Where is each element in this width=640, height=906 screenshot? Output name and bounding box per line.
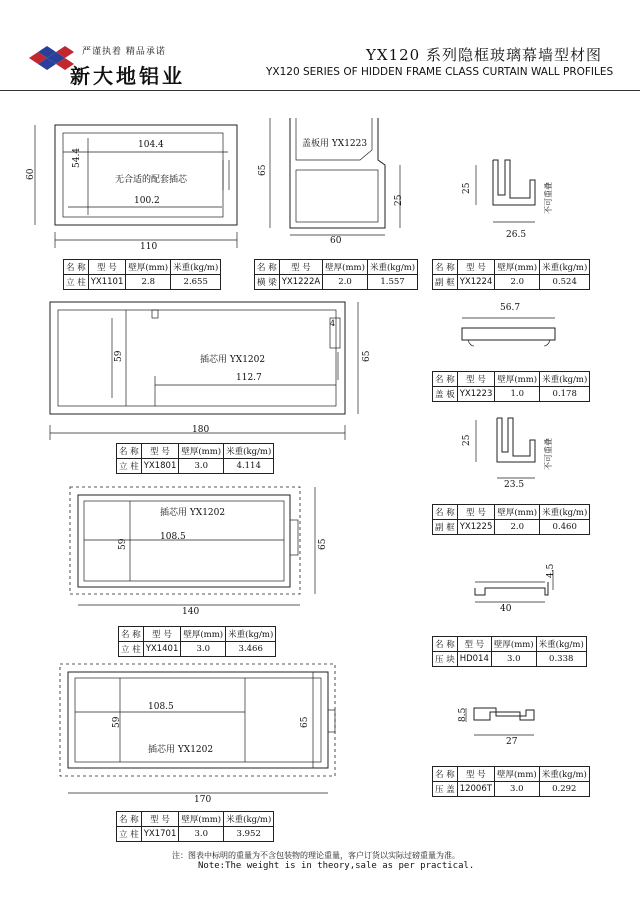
table-cell: YX1101: [88, 275, 126, 290]
table-header: 名 称: [433, 767, 458, 782]
spec-table-yx1101: [63, 259, 221, 290]
table-header: 型 号: [457, 260, 495, 275]
table-cell: 3.0: [494, 782, 539, 797]
dim-label: 25: [394, 194, 404, 206]
dim-label: 108.5: [148, 702, 174, 712]
profile-note: 盖板用 YX1223: [302, 139, 368, 149]
table-header: 名 称: [255, 260, 280, 275]
table-header: 米重(kg/m): [539, 767, 589, 782]
spec-table-yx1225: [432, 504, 590, 535]
profile-yx1225-drawing: [476, 418, 535, 478]
company-slogan: 严谨执着 精品承诺: [82, 47, 166, 57]
table-cell: 2.0: [495, 275, 540, 290]
spec-table-yx1401: [118, 626, 276, 657]
table-cell: 压 盖: [433, 782, 458, 797]
dim-label: 65: [258, 164, 268, 176]
table-header: 壁厚(mm): [495, 372, 540, 387]
profile-note: 不可重叠: [544, 438, 553, 470]
table-cell: 横 梁: [255, 275, 280, 290]
dim-label: 56.7: [500, 303, 521, 313]
dim-label: 54.4: [72, 147, 82, 168]
profile-note: 插芯用 YX1202: [200, 355, 266, 365]
dim-label: 60: [330, 236, 342, 246]
spec-table-12006t: [432, 766, 590, 797]
dim-label: 104.4: [138, 140, 164, 150]
table-cell: 0.524: [540, 275, 590, 290]
spec-table-yx1801: [116, 443, 274, 474]
table-header: 米重(kg/m): [367, 260, 417, 275]
table-cell: 2.0: [323, 275, 368, 290]
table-header: 型 号: [141, 812, 179, 827]
table-header: 名 称: [433, 260, 458, 275]
table-header: 米重(kg/m): [540, 372, 590, 387]
table-cell: 2.8: [126, 275, 171, 290]
dim-label: 27: [506, 737, 518, 747]
table-header: 型 号: [141, 444, 179, 459]
dim-label: 59: [114, 350, 124, 362]
table-header: 名 称: [117, 812, 142, 827]
profile-yx1101-drawing: [35, 125, 237, 248]
table-cell: 盖 板: [433, 387, 458, 402]
table-cell: 立 柱: [64, 275, 89, 290]
table-cell: 1.557: [367, 275, 417, 290]
dim-label: 25: [462, 182, 472, 194]
dim-label: 112.7: [236, 373, 262, 383]
table-header: 壁厚(mm): [491, 637, 536, 652]
table-cell: 1.0: [495, 387, 540, 402]
dim-label: 4.5: [546, 563, 556, 578]
table-header: 型 号: [279, 260, 322, 275]
table-header: 壁厚(mm): [494, 767, 539, 782]
dim-label: 59: [112, 716, 122, 728]
table-cell: 0.292: [539, 782, 589, 797]
table-header: 名 称: [119, 627, 144, 642]
table-header: 壁厚(mm): [495, 260, 540, 275]
company-logo-mark: [29, 46, 74, 70]
profile-note: 插芯用 YX1202: [148, 745, 214, 755]
table-header: 米重(kg/m): [224, 812, 274, 827]
dim-label: 110: [140, 242, 158, 252]
table-cell: 3.0: [491, 652, 536, 667]
table-header: 壁厚(mm): [126, 260, 171, 275]
table-header: 壁厚(mm): [179, 444, 224, 459]
page-title-cn: YX120 系列隐框玻璃幕墙型材图: [366, 46, 602, 64]
table-header: 型 号: [143, 627, 181, 642]
table-cell: 0.178: [540, 387, 590, 402]
table-header: 名 称: [64, 260, 89, 275]
dim-label: 59: [118, 538, 128, 550]
dim-label: 65: [300, 716, 310, 728]
table-cell: 0.460: [540, 520, 590, 535]
table-header: 米重(kg/m): [536, 637, 586, 652]
dim-label: 65: [318, 538, 328, 550]
spec-table-yx1224: [432, 259, 590, 290]
table-cell: 副 框: [433, 520, 458, 535]
table-cell: YX1801: [141, 459, 179, 474]
table-header: 名 称: [117, 444, 142, 459]
profile-yx1224-drawing: [476, 160, 535, 222]
table-header: 型 号: [457, 767, 494, 782]
table-header: 壁厚(mm): [179, 812, 224, 827]
table-cell: HD014: [457, 652, 491, 667]
spec-table-hd014: [432, 636, 587, 667]
table-header: 名 称: [433, 637, 458, 652]
dim-label: 108.5: [160, 532, 186, 542]
table-cell: 3.0: [179, 459, 224, 474]
table-cell: YX1222A: [279, 275, 322, 290]
header-divider: [0, 90, 640, 91]
profile-12006t-drawing: [466, 708, 534, 735]
dim-label: 4: [330, 319, 336, 328]
dim-label: 65: [362, 350, 372, 362]
profile-hd014-drawing: [475, 570, 553, 602]
table-cell: 0.338: [536, 652, 586, 667]
spec-table-yx1223: [432, 371, 590, 402]
table-header: 米重(kg/m): [224, 444, 274, 459]
table-cell: 2.655: [171, 275, 221, 290]
table-cell: 3.0: [179, 827, 224, 842]
profile-yx1701-drawing: [60, 664, 335, 793]
table-cell: 立 柱: [119, 642, 144, 657]
table-header: 型 号: [88, 260, 126, 275]
table-header: 米重(kg/m): [226, 627, 276, 642]
table-cell: 3.466: [226, 642, 276, 657]
spec-table-yx1701: [116, 811, 274, 842]
table-header: 壁厚(mm): [181, 627, 226, 642]
footer-note-en: Note:The weight is in theory,sale as per practical.: [198, 861, 475, 871]
dim-label: 25: [462, 434, 472, 446]
table-cell: 3.0: [181, 642, 226, 657]
table-header: 壁厚(mm): [495, 505, 540, 520]
table-cell: 4.114: [224, 459, 274, 474]
table-header: 型 号: [457, 372, 495, 387]
profile-note: 插芯用 YX1202: [160, 508, 226, 518]
table-header: 米重(kg/m): [540, 505, 590, 520]
profile-yx1801-drawing: [50, 302, 358, 440]
table-cell: 副 框: [433, 275, 458, 290]
dim-label: 180: [192, 425, 210, 435]
table-cell: YX1225: [457, 520, 495, 535]
dim-label: 100.2: [134, 196, 160, 206]
table-header: 名 称: [433, 372, 458, 387]
dim-label: 8.5: [458, 707, 468, 722]
page-title-en: YX120 SERIES OF HIDDEN FRAME CLASS CURTAIN WALL PROFILES: [266, 66, 614, 78]
table-header: 型 号: [457, 637, 491, 652]
dim-label: 23.5: [504, 480, 525, 490]
table-cell: 2.0: [495, 520, 540, 535]
table-cell: YX1224: [457, 275, 495, 290]
table-cell: 立 柱: [117, 827, 142, 842]
table-header: 壁厚(mm): [323, 260, 368, 275]
profile-note: 无合适的配套插芯: [115, 175, 188, 185]
table-cell: 压 块: [433, 652, 458, 667]
table-header: 米重(kg/m): [540, 260, 590, 275]
footer-note-cn: 注：图表中标明的重量为不含包装物的理论重量，客户订货以实际过磅重量为准。: [172, 851, 460, 860]
table-header: 型 号: [457, 505, 495, 520]
table-header: 米重(kg/m): [171, 260, 221, 275]
company-brand-name: 新大地铝业: [70, 64, 185, 88]
dim-label: 170: [194, 795, 212, 805]
profile-yx1223-drawing: [462, 318, 555, 346]
table-cell: YX1223: [457, 387, 495, 402]
dim-label: 40: [500, 604, 512, 614]
table-cell: 3.952: [224, 827, 274, 842]
table-cell: 立 柱: [117, 459, 142, 474]
table-cell: YX1401: [143, 642, 181, 657]
table-cell: YX1701: [141, 827, 179, 842]
dim-label: 140: [182, 607, 200, 617]
dim-label: 26.5: [506, 230, 527, 240]
dim-label: 60: [26, 168, 36, 180]
profile-note: 不可重叠: [544, 182, 553, 214]
spec-table-yx1222a: [254, 259, 418, 290]
table-cell: 12006T: [457, 782, 494, 797]
table-header: 名 称: [433, 505, 458, 520]
